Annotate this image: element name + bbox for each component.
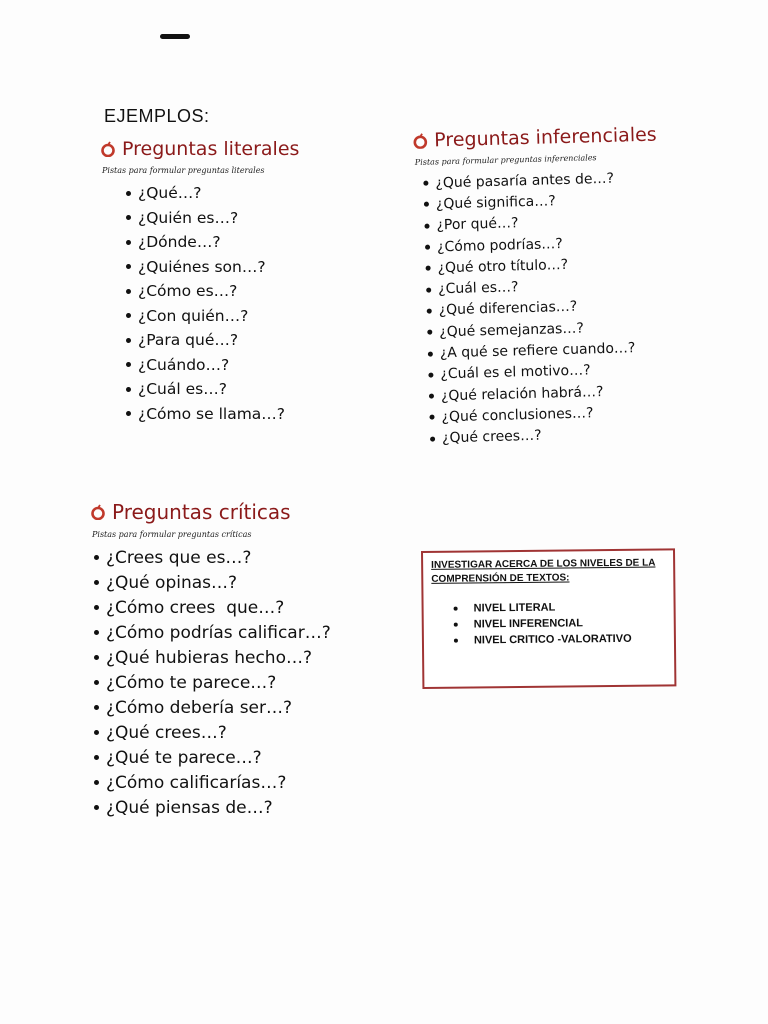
section-criticas (90, 500, 331, 820)
list-item (94, 670, 331, 695)
section-hint: Pistas para formular preguntas inferenciales (414, 153, 597, 167)
list-item (94, 795, 331, 820)
list-item (454, 630, 674, 648)
item-text: NIVEL LITERAL (473, 601, 556, 615)
item-text: ¿Por qué…? (436, 215, 519, 234)
item-text: ¿Qué conclusiones…? (441, 405, 594, 426)
bullet (94, 755, 99, 760)
list-item (126, 230, 299, 255)
item-text: ¿Quién es…? (138, 208, 239, 227)
question-list (423, 167, 665, 450)
section-title-text: Preguntas inferenciales (433, 123, 657, 152)
bullet (94, 605, 99, 610)
bullet (94, 780, 99, 785)
apple-icon (412, 133, 428, 149)
bullet (424, 223, 429, 228)
section-title-text: Preguntas literales (122, 138, 300, 160)
list-item (126, 304, 299, 329)
item-text: ¿Cómo se llama…? (138, 404, 286, 423)
item-text: ¿Qué hubieras hecho…? (106, 647, 313, 668)
list-item (94, 620, 331, 645)
bullet (428, 372, 433, 377)
item-text: ¿Qué crees…? (441, 427, 542, 447)
item-text: ¿Qué diferencias…? (438, 299, 578, 319)
bullet (94, 680, 99, 685)
item-text: NIVEL CRITICO -VALORATIVO (473, 632, 632, 647)
bullet (126, 191, 131, 196)
item-text: ¿Cómo podrías…? (436, 235, 563, 255)
item-text: ¿Cuál es…? (437, 279, 519, 298)
item-text: ¿Qué piensas de…? (106, 797, 273, 818)
bullet (94, 655, 99, 660)
item-text: ¿Cómo calificarías…? (106, 772, 287, 793)
section-title (412, 124, 657, 152)
item-text: ¿Dónde…? (138, 233, 221, 252)
section-title-text: Preguntas críticas (112, 500, 291, 524)
bullet (429, 394, 434, 399)
list-item (126, 402, 299, 427)
question-list (126, 181, 299, 426)
item-text: ¿Quiénes son…? (138, 257, 266, 276)
section-title (100, 138, 299, 160)
bullet (126, 264, 131, 269)
task-box (421, 548, 676, 689)
list-item (126, 353, 299, 378)
bullet (126, 313, 131, 318)
item-text: ¿A qué se refiere cuando…? (439, 340, 636, 362)
apple-icon (90, 504, 106, 520)
bullet (427, 330, 432, 335)
bullet (94, 705, 99, 710)
list-item (94, 720, 331, 745)
section-literales (100, 138, 299, 426)
item-text: ¿Qué te parece…? (106, 747, 262, 768)
question-list (94, 545, 331, 820)
item-text: ¿Qué opinas…? (106, 572, 238, 593)
bullet (424, 202, 429, 207)
bullet (94, 630, 99, 635)
list-item (126, 181, 299, 206)
list-item (94, 570, 331, 595)
item-text: ¿Cuál es…? (138, 380, 227, 399)
item-text: ¿Con quién…? (138, 306, 249, 325)
bullet (454, 639, 458, 643)
bullet (426, 287, 431, 292)
bullet (426, 266, 431, 271)
bullet (126, 215, 131, 220)
list-item (126, 328, 299, 353)
bullet (126, 240, 131, 245)
item-text: ¿Qué crees…? (106, 722, 227, 743)
task-box-title: INVESTIGAR ACERCA DE LOS NIVELES DE LA COMPRENSIÓN DE TEXTOS: (431, 557, 656, 585)
item-text: NIVEL INFERENCIAL (473, 617, 584, 631)
bullet (430, 436, 435, 441)
item-text: ¿Qué relación habrá…? (440, 383, 604, 404)
item-text: ¿Cómo debería ser…? (106, 697, 293, 718)
list-item (126, 279, 299, 304)
list-item (94, 770, 331, 795)
item-text: ¿Qué significa…? (435, 193, 556, 213)
item-text: ¿Qué semejanzas…? (439, 320, 585, 341)
section-hint: Pistas para formular preguntas críticas (92, 530, 252, 539)
item-text: ¿Cuándo…? (138, 355, 230, 374)
bullet (126, 411, 131, 416)
item-text: ¿Crees que es…? (106, 547, 252, 568)
item-text: ¿Qué otro título…? (437, 256, 569, 277)
list-item (94, 645, 331, 670)
bullet (126, 338, 131, 343)
bullet (94, 805, 99, 810)
list-item (94, 695, 331, 720)
bullet (428, 351, 433, 356)
task-box-list (454, 598, 674, 648)
item-text: ¿Qué pasaría antes de…? (435, 170, 615, 192)
list-item (126, 206, 299, 231)
item-text: ¿Para qué…? (138, 331, 239, 350)
pen-dash-mark (160, 34, 190, 39)
list-item (94, 545, 331, 570)
bullet (94, 580, 99, 585)
item-text: ¿Cómo crees que…? (106, 597, 285, 618)
bullet (423, 181, 428, 186)
bullet (126, 387, 131, 392)
bullet (126, 362, 131, 367)
bullet (454, 623, 458, 627)
section-title (90, 500, 331, 524)
list-item (126, 377, 299, 402)
bullet (427, 308, 432, 313)
list-item (94, 745, 331, 770)
item-text: ¿Cómo podrías calificar…? (106, 622, 331, 643)
item-text: ¿Cuál es el motivo…? (440, 362, 591, 383)
item-text: ¿Qué…? (138, 184, 202, 203)
item-text: ¿Cómo te parece…? (106, 672, 277, 693)
bullet (429, 415, 434, 420)
section-inferenciales (412, 124, 665, 450)
section-hint: Pistas para formular preguntas literales (102, 166, 265, 175)
list-item (126, 255, 299, 280)
item-text: ¿Cómo es…? (138, 282, 238, 301)
apple-icon (100, 141, 116, 157)
bullet (425, 245, 430, 250)
bullet (94, 730, 99, 735)
bullet (126, 289, 131, 294)
page-heading: EJEMPLOS: (104, 106, 210, 126)
bullet (94, 555, 99, 560)
bullet (454, 607, 458, 611)
list-item (94, 595, 331, 620)
